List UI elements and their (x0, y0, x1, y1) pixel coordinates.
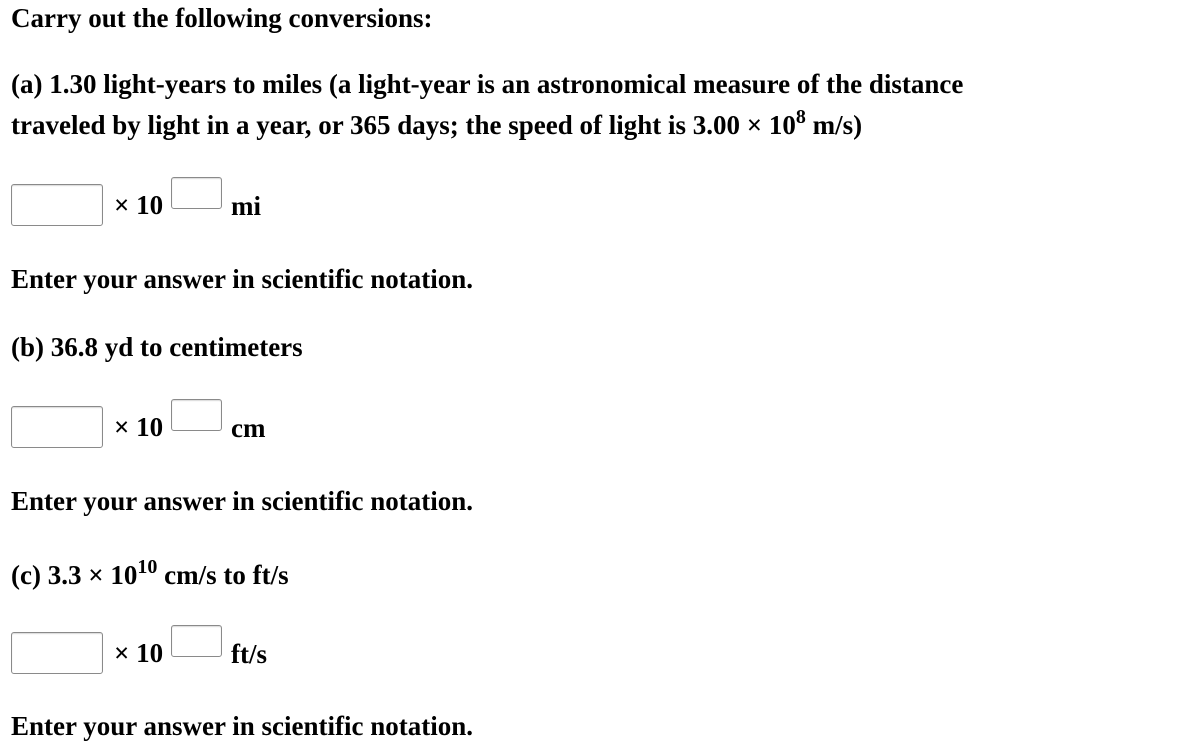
part-c-prompt (11, 555, 289, 596)
part-c-prompt-text: (c) 3.3 × 10 (11, 560, 138, 590)
part-a-answer-row (11, 182, 411, 232)
part-c-prompt-tail: cm/s to ft/s (157, 560, 289, 590)
part-b-prompt: (b) 36.8 yd to centimeters (11, 332, 303, 362)
page-title: Carry out the following conversions: (11, 3, 433, 33)
part-c-exponent-input[interactable] (171, 625, 222, 657)
part-a-prompt-line2-tail: m/s) (805, 110, 863, 140)
part-a-times-ten: × 10 (114, 190, 164, 220)
part-b-exponent-input[interactable] (171, 399, 222, 431)
part-c-answer-row (11, 630, 411, 680)
part-a-exponent-input[interactable] (171, 177, 222, 209)
part-c-instruction: Enter your answer in scientific notation. (11, 711, 474, 741)
part-c-mantissa-input[interactable] (11, 632, 103, 674)
part-a-instruction: Enter your answer in scientific notation. (11, 264, 474, 294)
part-a-mantissa-input[interactable] (11, 184, 103, 226)
part-b-unit: cm (231, 413, 266, 443)
part-c-exponent-label: 10 (137, 556, 158, 578)
part-c-unit: ft/s (231, 639, 267, 669)
part-b-answer-row (11, 404, 411, 454)
part-c-times-ten: × 10 (114, 638, 164, 668)
part-a-prompt-line2-text: traveled by light in a year, or 365 days; the speed of light is 3.00 × 10 (11, 110, 796, 140)
part-b-mantissa-input[interactable] (11, 406, 103, 448)
part-b-instruction: Enter your answer in scientific notation. (11, 486, 474, 516)
part-a-exponent-label: 8 (795, 106, 806, 128)
part-b-times-ten: × 10 (114, 412, 164, 442)
part-a-unit: mi (231, 191, 261, 221)
part-a-prompt-line1: (a) 1.30 light-years to miles (a light-year is an astronomical measure of the distance (11, 69, 964, 99)
part-a-prompt-line2 (11, 105, 963, 146)
part-a-prompt (11, 64, 963, 146)
